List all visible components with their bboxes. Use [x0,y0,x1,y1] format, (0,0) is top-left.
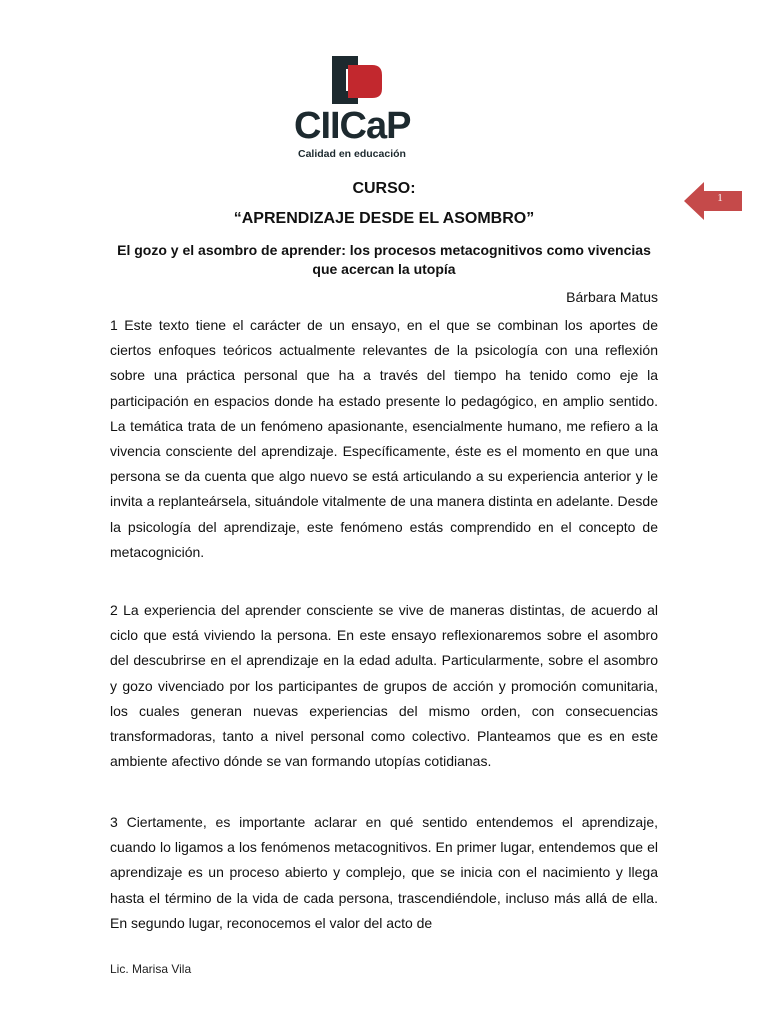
ciicap-logo [294,54,424,160]
course-label: CURSO: [352,180,416,197]
author-name: Bárbara Matus [566,289,658,305]
logo-tagline: Calidad en educación [298,148,406,160]
logo-wordmark: CIICaP [294,105,411,147]
paragraph-1: 1 Este texto tiene el carácter de un ensayo, en el que se combinan los aportes de ciertos enfoques teóricos actualmente relevantes de la psicología con una reflexión sobre una práctica personal que ha a través del tiempo ha tenido como eje la participación en espacios donde ha estado presente lo pedagógico, en amplio sentido. La temática trata de un fenómeno apasionante, esencialmente humano, me refiero a la vivencia consciente del aprendizaje. Específicamente, éste es el momento en que una persona se da cuenta que algo nuevo se está articulando a su experiencia anterior y le invita a replanteársela, situándole vitalmente de una manera distinta en adelante. Desde la psicología del aprendizaje, este fenómeno estás comprendido en el concepto de metacognición. [110,317,658,560]
paragraph-3: 3 Ciertamente, es importante aclarar en qué sentido entendemos el aprendizaje, cuando lo ligamos a los fenómenos metacognitivos. En primer lugar, entendemos que el aprendizaje es un proceso abierto y complejo, que se inicia con el nacimiento y llega hasta el término de la vida de cada persona, trascendiéndole, incluso más allá de ella. En segundo lugar, reconocemos el valor del acto de [110,814,658,931]
paragraph-2: 2 La experiencia del aprender consciente se vive de maneras distintas, de acuerdo al ciclo que está viviendo la persona. En este ensayo reflexionaremos sobre el asombro del descubrirse en el aprendizaje en la edad adulta. Particularmente, sobre el asombro y gozo vivenciado por los participantes de grupos de acción y promoción comunitaria, los cuales generan nuevas experiencias del mismo orden, con consecuencias transformadoras, tanto a nivel personal como colectivo. Planteamos que es en este ambiente afectivo dónde se van formando utopías cotidianas. [110,602,658,770]
course-title: “APRENDIZAJE DESDE EL ASOMBRO” [233,210,535,227]
page-number: 1 [717,192,723,204]
document-subtitle: El gozo y el asombro de aprender: los procesos metacognitivos como vivencias que acercan la utopía [117,242,651,277]
footer-author: Lic. Marisa Vila [110,962,192,976]
ciicap-logo-mark [332,56,386,104]
